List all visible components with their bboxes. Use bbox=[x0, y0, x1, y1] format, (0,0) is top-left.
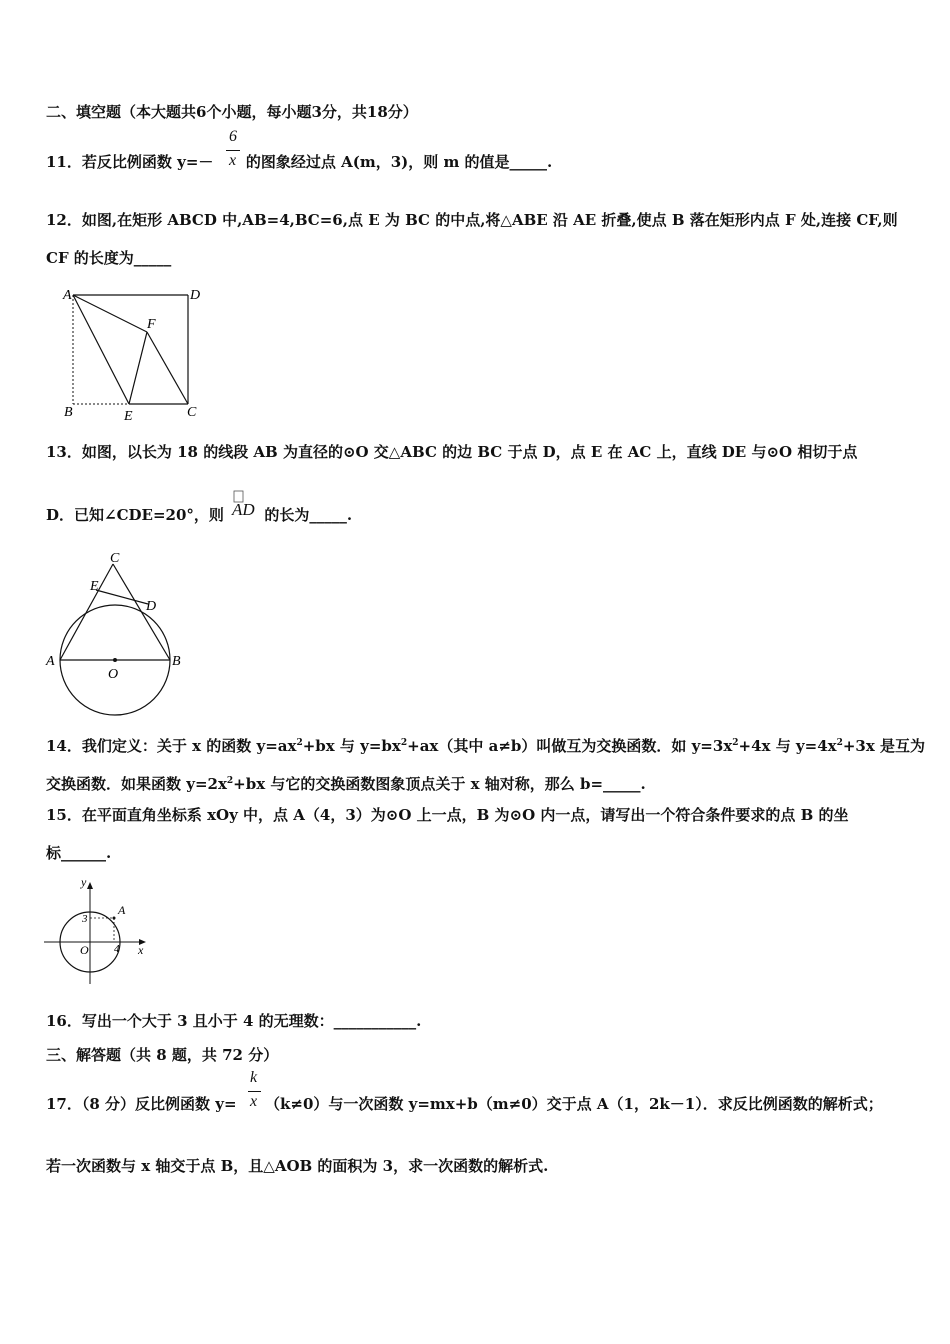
q17-fraction-bar bbox=[248, 1091, 261, 1092]
q13-arc-ad: AD bbox=[232, 500, 255, 519]
q15-label-3: 3 bbox=[82, 913, 88, 925]
q11-denominator: x bbox=[229, 152, 237, 169]
q15-line2: 标______. bbox=[46, 844, 112, 862]
q14-text-a: 14．我们定义：关于 x 的函数 y=ax bbox=[46, 737, 297, 755]
q14-sup: 2 bbox=[400, 738, 408, 748]
q17-line1 bbox=[46, 1094, 883, 1114]
q14-sup: 2 bbox=[732, 738, 739, 748]
question-11 bbox=[46, 152, 552, 172]
q14-line1 bbox=[46, 733, 925, 756]
q17-numerator: k bbox=[250, 1069, 258, 1086]
q15-coordinate-figure bbox=[42, 876, 152, 992]
q14-text-g: +bx 与它的交换函数图象顶点关于 x 轴对称，那么 b=_____. bbox=[233, 775, 646, 793]
q15-label-A: A bbox=[118, 903, 126, 917]
q13-label-A: A bbox=[46, 654, 55, 669]
q11-fraction-bar bbox=[226, 150, 240, 151]
q12-label-F: F bbox=[147, 317, 156, 332]
q15-label-4: 4 bbox=[114, 943, 120, 955]
q15-line1: 15．在平面直角坐标系 xOy 中，点 A（4，3）为⊙O 上一点，B 为⊙O 内一点，请写出一个符合条件要求的点 B 的坐 bbox=[46, 806, 849, 824]
q12-line2: CF 的长度为_____ bbox=[46, 249, 172, 267]
q13-label-O: O bbox=[108, 667, 119, 682]
section2-title: 二、填空题（本大题共6个小题，每小题3分，共18分） bbox=[46, 103, 418, 121]
q12-label-C: C bbox=[187, 405, 197, 420]
section3-title: 三、解答题（共 8 题，共 72 分） bbox=[46, 1046, 279, 1064]
q12-rectangle-figure bbox=[55, 282, 215, 427]
q12-label-E: E bbox=[124, 409, 133, 424]
q14-text-f: 交换函数．如果函数 y=2x bbox=[46, 775, 227, 793]
q15-label-y: y bbox=[81, 876, 87, 889]
q13-label-D: D bbox=[146, 599, 157, 614]
q12-label-A: A bbox=[63, 288, 72, 303]
q15-label-x: x bbox=[138, 943, 144, 957]
q14-sup: 2 bbox=[836, 738, 843, 748]
q14-sup: 2 bbox=[226, 776, 234, 786]
q13-arc-symbol bbox=[232, 490, 248, 504]
q17-denominator: x bbox=[250, 1093, 258, 1110]
q13-circle-figure bbox=[40, 548, 200, 720]
q13-line1: 13．如图，以长为 18 的线段 AB 为直径的⊙O 交△ABC 的边 BC 于点 D，点 E 在 AC 上，直线 DE 与⊙O 相切于点 bbox=[46, 443, 858, 461]
q11-prefix: 11．若反比例函数 y=－ bbox=[46, 153, 214, 171]
q14-text-e: +3x 是互为 bbox=[842, 737, 926, 755]
q11-suffix: 的图象经过点 A(m，3)，则 m 的值是_____. bbox=[245, 153, 553, 171]
q14-line2 bbox=[46, 771, 646, 794]
q17-prefix: 17．（8 分）反比例函数 y= bbox=[46, 1095, 237, 1113]
q12-line1: 12．如图,在矩形 ABCD 中,AB=4,BC=6,点 E 为 BC 的中点,将△ABE 沿 AE 折叠,使点 B 落在矩形内点 F 处,连接 CF,则 bbox=[46, 211, 898, 229]
q17-suffix: （k≠0）与一次函数 y=mx+b（m≠0）交于点 A（1，2k－1）．求反比例函数的解析式； bbox=[265, 1095, 883, 1113]
q13-line2 bbox=[46, 505, 352, 525]
q12-label-B: B bbox=[64, 405, 73, 420]
q11-numerator: 6 bbox=[229, 128, 237, 145]
q13-label-B: B bbox=[172, 654, 181, 669]
q13-label-C: C bbox=[110, 551, 120, 566]
q15-label-O: O bbox=[80, 943, 89, 957]
q14-sup: 2 bbox=[296, 738, 303, 748]
question-16: 16．写出一个大于 3 且小于 4 的无理数：___________. bbox=[46, 1012, 422, 1030]
q13-label-E: E bbox=[90, 579, 99, 594]
q12-label-D: D bbox=[190, 288, 201, 303]
q13-line2-prefix: D．已知∠CDE=20°，则 bbox=[46, 506, 224, 524]
q17-line2: 若一次函数与 x 轴交于点 B，且△AOB 的面积为 3，求一次函数的解析式. bbox=[46, 1157, 549, 1175]
q14-text-d: +4x 与 y=4x bbox=[738, 737, 837, 755]
q14-text-b: +bx 与 y=bx bbox=[302, 737, 401, 755]
q14-text-c: +ax（其中 a≠b）叫做互为交换函数．如 y=3x bbox=[407, 737, 733, 755]
q13-line2-suffix: 的长为_____. bbox=[264, 506, 353, 524]
